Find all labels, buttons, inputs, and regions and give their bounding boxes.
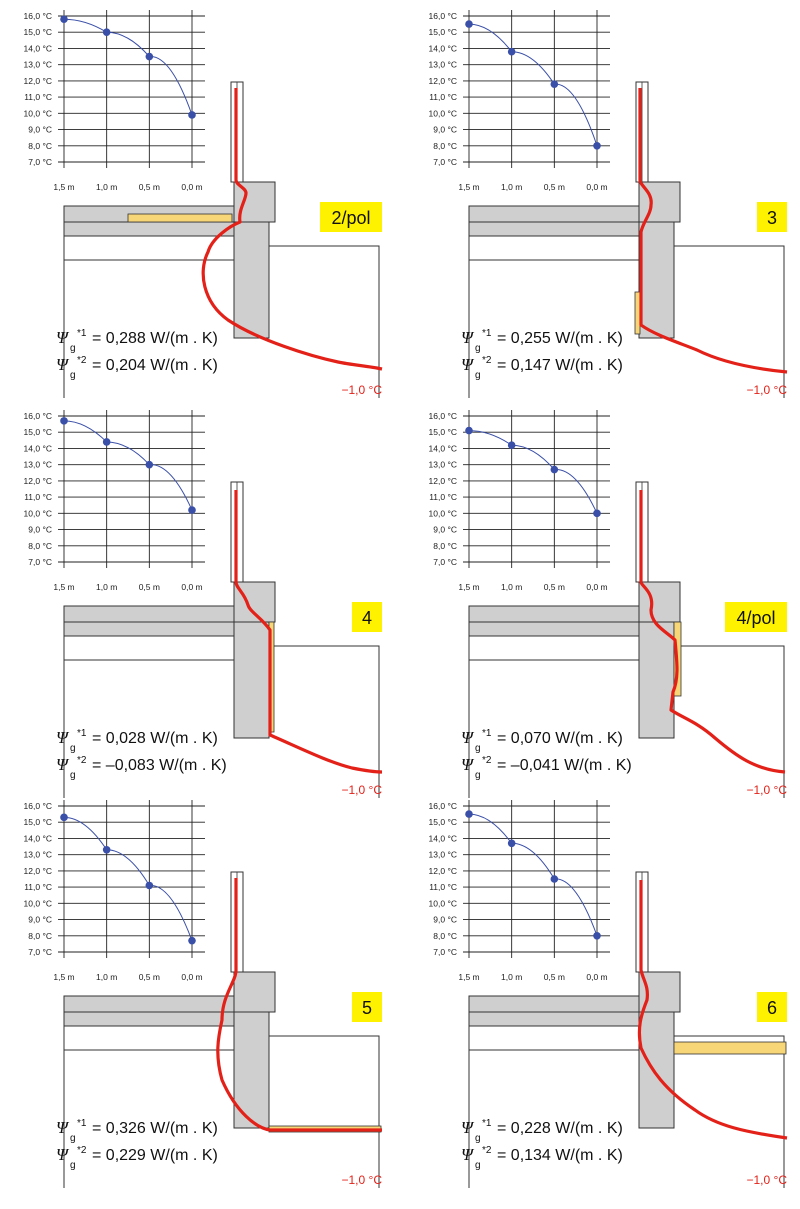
temperature-curve: [469, 814, 597, 936]
y-tick-label: 8,0 °C: [433, 140, 457, 151]
psi1-value: = 0,028 W/(m . K): [92, 730, 218, 747]
data-point: [146, 461, 154, 469]
data-point: [103, 438, 111, 446]
y-tick-label: 16,0 °C: [23, 801, 52, 811]
temperature-curve: [469, 24, 597, 146]
y-tick-label: 13,0 °C: [23, 59, 52, 70]
data-point: [551, 875, 559, 883]
data-point: [593, 142, 601, 150]
chart-panel-2: [429, 10, 788, 398]
y-tick-label: 12,0 °C: [428, 865, 457, 876]
y-tick-label: 12,0 °C: [23, 75, 52, 86]
temperature-curve: [64, 19, 192, 115]
y-tick-label: 15,0 °C: [428, 817, 457, 828]
exterior-temperature: −1,0 °C: [746, 783, 787, 797]
psi2-value: = 0,229 W/(m . K): [92, 1147, 218, 1164]
psi1-symbol: Ψ: [56, 1118, 68, 1137]
x-tick-label: 1,5 m: [458, 582, 480, 592]
y-tick-label: 8,0 °C: [28, 930, 52, 941]
psi2-symbol: Ψ: [56, 755, 68, 774]
psi1-sub: g: [70, 1133, 76, 1144]
x-tick-label: 1,5 m: [53, 582, 75, 592]
psi1-sub: g: [475, 743, 481, 754]
psi1-symbol: Ψ: [461, 1118, 473, 1137]
y-tick-label: 9,0 °C: [28, 124, 52, 135]
y-tick-label: 10,0 °C: [428, 898, 457, 909]
y-tick-label: 12,0 °C: [23, 865, 52, 876]
psi2-sup: *2: [482, 355, 492, 366]
y-tick-label: 12,0 °C: [428, 475, 457, 486]
psi2-value: = –0,083 W/(m . K): [92, 757, 227, 774]
psi1-sub: g: [475, 343, 481, 354]
y-tick-label: 16,0 °C: [428, 11, 457, 21]
variant-label: 4/pol: [736, 608, 776, 628]
x-tick-label: 0,5 m: [543, 182, 565, 192]
x-tick-label: 1,5 m: [53, 972, 75, 982]
y-tick-label: 14,0 °C: [428, 443, 457, 454]
y-tick-label: 15,0 °C: [23, 27, 52, 38]
ground-outline: [269, 1036, 379, 1188]
psi2-symbol: Ψ: [56, 1145, 68, 1164]
y-tick-label: 10,0 °C: [23, 508, 52, 519]
y-tick-label: 11,0 °C: [24, 882, 52, 893]
exterior-temperature: −1,0 °C: [341, 783, 382, 797]
psi2-symbol: Ψ: [461, 1145, 473, 1164]
y-tick-label: 11,0 °C: [429, 882, 457, 893]
data-point: [593, 932, 601, 940]
chart-panel-4: [429, 410, 788, 798]
x-tick-label: 1,0 m: [501, 182, 523, 192]
data-point: [103, 846, 111, 854]
data-point: [188, 111, 196, 119]
psi2-sup: *2: [77, 1145, 87, 1156]
psi2-sub: g: [475, 370, 481, 381]
x-tick-label: 1,0 m: [501, 582, 523, 592]
y-tick-label: 8,0 °C: [28, 540, 52, 551]
psi2-sub: g: [70, 370, 76, 381]
y-tick-label: 14,0 °C: [23, 443, 52, 454]
psi1-sup: *1: [482, 728, 492, 739]
x-tick-label: 1,0 m: [96, 972, 118, 982]
chart-panel-3: [24, 410, 383, 798]
insulation-strip: [674, 1042, 786, 1054]
y-tick-label: 16,0 °C: [23, 11, 52, 21]
y-tick-label: 15,0 °C: [23, 817, 52, 828]
psi1-value: = 0,288 W/(m . K): [92, 330, 218, 347]
insulation-strip: [635, 292, 640, 334]
x-tick-label: 1,0 m: [501, 972, 523, 982]
psi2-symbol: Ψ: [461, 755, 473, 774]
y-tick-label: 9,0 °C: [28, 524, 52, 535]
psi2-sub: g: [475, 1160, 481, 1171]
x-tick-label: 1,5 m: [53, 182, 75, 192]
y-tick-label: 13,0 °C: [428, 59, 457, 70]
y-tick-label: 10,0 °C: [428, 108, 457, 119]
y-tick-label: 12,0 °C: [23, 475, 52, 486]
data-point: [508, 441, 516, 449]
data-point: [465, 810, 473, 818]
y-tick-label: 14,0 °C: [23, 43, 52, 54]
y-tick-label: 10,0 °C: [23, 898, 52, 909]
temperature-curve: [64, 817, 192, 940]
x-tick-label: 0,5 m: [138, 582, 160, 592]
chart-panel-6: [429, 800, 788, 1188]
y-tick-label: 11,0 °C: [24, 92, 52, 103]
psi1-sup: *1: [482, 328, 492, 339]
data-point: [146, 53, 154, 61]
exterior-temperature: −1,0 °C: [746, 1173, 787, 1187]
y-tick-label: 9,0 °C: [433, 124, 457, 135]
variant-label: 5: [361, 998, 373, 1018]
psi1-sup: *1: [482, 1118, 492, 1129]
y-tick-label: 16,0 °C: [428, 801, 457, 811]
psi1-sub: g: [70, 343, 76, 354]
y-tick-label: 13,0 °C: [23, 459, 52, 470]
y-tick-label: 16,0 °C: [23, 411, 52, 421]
x-tick-label: 0,0 m: [181, 182, 203, 192]
y-tick-label: 14,0 °C: [428, 43, 457, 54]
psi2-value: = 0,147 W/(m . K): [497, 357, 623, 374]
y-tick-label: 7,0 °C: [28, 157, 52, 167]
psi2-sup: *2: [77, 755, 87, 766]
y-tick-label: 7,0 °C: [433, 157, 457, 167]
psi2-symbol: Ψ: [56, 355, 68, 374]
y-tick-label: 7,0 °C: [433, 557, 457, 567]
data-point: [465, 427, 473, 435]
psi2-sup: *2: [482, 755, 492, 766]
y-tick-label: 15,0 °C: [428, 427, 457, 438]
wall-top-block: [234, 972, 275, 1012]
psi2-value: = 0,204 W/(m . K): [92, 357, 218, 374]
data-point: [60, 15, 68, 23]
psi2-sub: g: [70, 770, 76, 781]
psi2-sub: g: [70, 1160, 76, 1171]
data-point: [551, 80, 559, 88]
x-tick-label: 0,0 m: [181, 582, 203, 592]
psi1-sup: *1: [77, 728, 87, 739]
y-tick-label: 7,0 °C: [28, 947, 52, 957]
data-point: [188, 506, 196, 514]
data-point: [593, 510, 601, 518]
insulation-strip: [128, 214, 232, 222]
psi1-value: = 0,255 W/(m . K): [497, 330, 623, 347]
ground-outline: [674, 246, 784, 398]
temperature-curve: [469, 431, 597, 514]
ground-outline: [269, 246, 379, 398]
y-tick-label: 11,0 °C: [24, 492, 52, 503]
y-tick-label: 11,0 °C: [429, 92, 457, 103]
y-tick-label: 15,0 °C: [23, 427, 52, 438]
ground-outline: [269, 646, 379, 798]
y-tick-label: 7,0 °C: [28, 557, 52, 567]
x-tick-label: 0,0 m: [586, 582, 608, 592]
x-tick-label: 1,0 m: [96, 182, 118, 192]
y-tick-label: 9,0 °C: [28, 914, 52, 925]
variant-label: 6: [766, 998, 778, 1018]
y-tick-label: 14,0 °C: [23, 833, 52, 844]
chart-panel-1: [24, 10, 383, 398]
data-point: [188, 937, 196, 945]
psi1-symbol: Ψ: [56, 728, 68, 747]
psi1-symbol: Ψ: [56, 328, 68, 347]
x-tick-label: 1,5 m: [458, 972, 480, 982]
x-tick-label: 0,0 m: [586, 182, 608, 192]
y-tick-label: 8,0 °C: [28, 140, 52, 151]
y-tick-label: 13,0 °C: [428, 849, 457, 860]
y-tick-label: 10,0 °C: [23, 108, 52, 119]
exterior-temperature: −1,0 °C: [746, 383, 787, 397]
psi1-value: = 0,326 W/(m . K): [92, 1120, 218, 1137]
y-tick-label: 8,0 °C: [433, 930, 457, 941]
psi1-symbol: Ψ: [461, 328, 473, 347]
x-tick-label: 0,5 m: [138, 972, 160, 982]
psi1-value: = 0,070 W/(m . K): [497, 730, 623, 747]
data-point: [508, 48, 516, 56]
psi2-sup: *2: [77, 355, 87, 366]
psi2-sup: *2: [482, 1145, 492, 1156]
psi1-sub: g: [70, 743, 76, 754]
data-point: [508, 840, 516, 848]
x-tick-label: 0,0 m: [586, 972, 608, 982]
ground-outline: [674, 1036, 784, 1188]
exterior-temperature: −1,0 °C: [341, 383, 382, 397]
y-tick-label: 7,0 °C: [433, 947, 457, 957]
psi2-sub: g: [475, 770, 481, 781]
psi2-symbol: Ψ: [461, 355, 473, 374]
variant-label: 3: [766, 208, 778, 228]
psi1-sup: *1: [77, 1118, 87, 1129]
psi1-symbol: Ψ: [461, 728, 473, 747]
x-tick-label: 0,5 m: [138, 182, 160, 192]
chart-panel-5: [24, 800, 383, 1188]
psi2-value: = 0,134 W/(m . K): [497, 1147, 623, 1164]
data-point: [551, 466, 559, 474]
psi1-sub: g: [475, 1133, 481, 1144]
psi1-sup: *1: [77, 328, 87, 339]
data-point: [465, 20, 473, 28]
data-point: [60, 814, 68, 822]
x-tick-label: 1,0 m: [96, 582, 118, 592]
y-tick-label: 9,0 °C: [433, 524, 457, 535]
x-tick-label: 0,5 m: [543, 582, 565, 592]
y-tick-label: 13,0 °C: [23, 849, 52, 860]
y-tick-label: 8,0 °C: [433, 540, 457, 551]
data-point: [103, 28, 111, 36]
data-point: [60, 417, 68, 425]
variant-label: 2/pol: [331, 208, 371, 228]
y-tick-label: 11,0 °C: [429, 492, 457, 503]
data-point: [146, 882, 154, 890]
psi2-value: = –0,041 W/(m . K): [497, 757, 632, 774]
psi1-value: = 0,228 W/(m . K): [497, 1120, 623, 1137]
y-tick-label: 12,0 °C: [428, 75, 457, 86]
y-tick-label: 10,0 °C: [428, 508, 457, 519]
x-tick-label: 0,0 m: [181, 972, 203, 982]
y-tick-label: 9,0 °C: [433, 914, 457, 925]
variant-label: 4: [361, 608, 373, 628]
x-tick-label: 0,5 m: [543, 972, 565, 982]
y-tick-label: 15,0 °C: [428, 27, 457, 38]
y-tick-label: 14,0 °C: [428, 833, 457, 844]
x-tick-label: 1,5 m: [458, 182, 480, 192]
y-tick-label: 16,0 °C: [428, 411, 457, 421]
exterior-temperature: −1,0 °C: [341, 1173, 382, 1187]
y-tick-label: 13,0 °C: [428, 459, 457, 470]
